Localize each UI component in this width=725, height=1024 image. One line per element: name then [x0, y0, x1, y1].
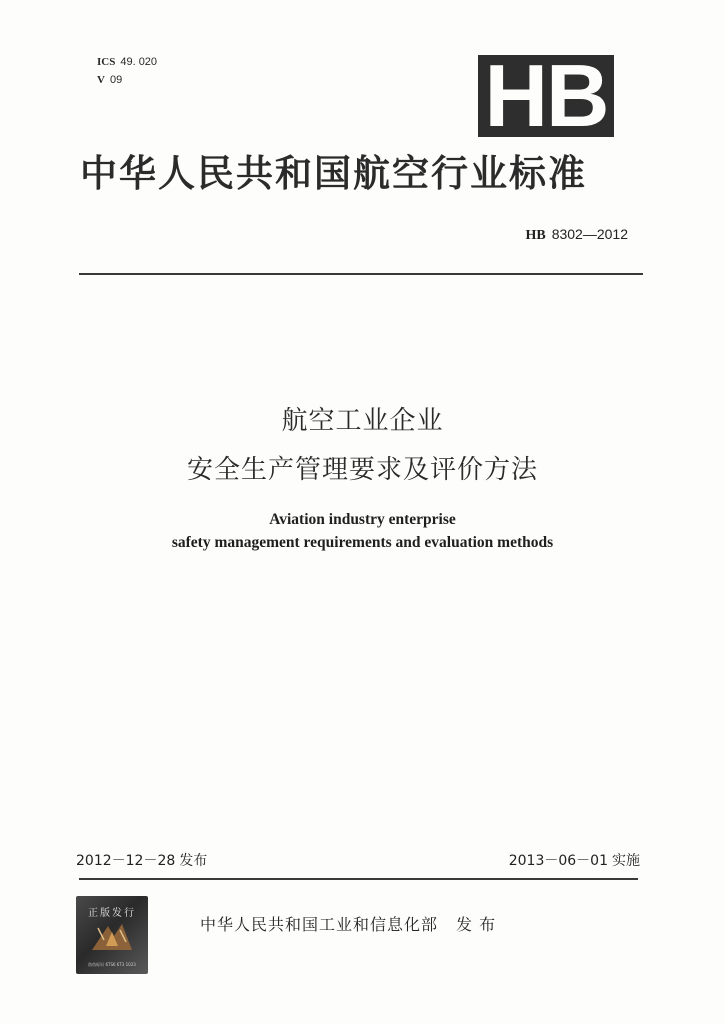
stamp-top-text: 正版发行 — [88, 908, 136, 919]
chinese-title-line-1: 航空工业企业 — [281, 406, 444, 436]
standard-number-prefix: HB — [525, 228, 546, 243]
anti-counterfeit-stamp — [76, 896, 148, 974]
implementation-date-value: 2013－06－01 — [508, 853, 608, 869]
publisher-name: 中华人民共和国工业和信息化部 — [200, 915, 439, 934]
issue-date — [76, 850, 207, 870]
standard-number-value: 8302—2012 — [551, 226, 628, 242]
ccs-label: V — [97, 74, 105, 86]
issue-date-value: 2012－12－28 — [76, 853, 176, 869]
publisher-action: 发 布 — [456, 915, 497, 934]
classification-codes — [97, 53, 157, 89]
publisher — [200, 912, 496, 935]
header-divider — [79, 273, 643, 275]
english-title-line-2: safety management requirements and evaluation methods — [171, 534, 554, 551]
issue-date-suffix: 发布 — [179, 853, 208, 869]
implementation-date — [509, 850, 640, 870]
chinese-title-line-2: 安全生产管理要求及评价方法 — [186, 455, 538, 485]
stamp-emblem-icon — [88, 920, 136, 954]
ics-value: 49. 020 — [120, 56, 158, 68]
english-title-line-1: Aviation industry enterprise — [269, 511, 456, 528]
ccs-code — [97, 71, 157, 89]
ccs-value: 09 — [109, 74, 123, 86]
ics-code — [97, 53, 157, 71]
hb-logo: HB — [478, 55, 614, 137]
implementation-date-suffix: 实施 — [612, 853, 640, 869]
standard-number — [525, 226, 628, 244]
ics-label: ICS — [97, 56, 116, 68]
standard-type-title: 中华人民共和国航空行业标准 — [80, 152, 587, 195]
stamp-bottom-text: 防伪标识 6TS6 6T3 1023 — [88, 962, 136, 967]
footer-divider — [79, 878, 638, 880]
